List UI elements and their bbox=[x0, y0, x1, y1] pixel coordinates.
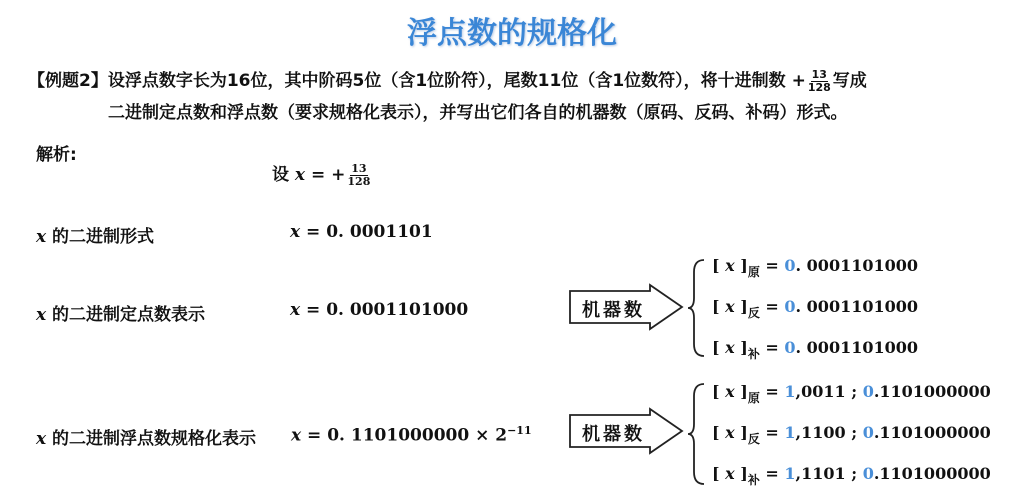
set-eq: = + bbox=[305, 165, 346, 185]
equals-sign: = bbox=[759, 423, 785, 442]
equals-sign: = bbox=[759, 464, 785, 483]
question-text-1b: 写成 bbox=[832, 71, 867, 91]
binary-label-var: x bbox=[36, 227, 47, 247]
question-tag: 【例题2】 bbox=[28, 71, 108, 91]
question-frac-den: 128 bbox=[807, 80, 831, 94]
question-fraction bbox=[808, 69, 831, 94]
brace-float bbox=[686, 382, 706, 486]
set-fraction bbox=[347, 163, 370, 188]
analysis-label: 解析: bbox=[36, 145, 77, 165]
bracket-close: ] bbox=[734, 382, 748, 401]
fixed-point-expression bbox=[290, 300, 468, 320]
binary-expr-var: x bbox=[290, 222, 301, 242]
code-type-label: 反 bbox=[747, 306, 760, 320]
bracket-var: x bbox=[725, 338, 735, 357]
float-exponent: −11 bbox=[507, 424, 532, 437]
float-label-var: x bbox=[36, 429, 47, 449]
question-frac-num: 13 bbox=[811, 67, 827, 81]
page-title: 浮点数的规格化 bbox=[407, 16, 617, 51]
fixed-label-text: 的二进制定点数表示 bbox=[46, 305, 206, 325]
bracket-open: [ bbox=[712, 297, 726, 316]
fixed-code-row bbox=[712, 338, 918, 362]
binary-expr-text: = 0. 0001101 bbox=[300, 222, 433, 242]
exponent-digits: ,1100 ; bbox=[795, 423, 863, 442]
equals-sign: = bbox=[759, 256, 785, 275]
bracket-close: ] bbox=[734, 464, 748, 483]
float-expression bbox=[291, 424, 532, 446]
float-expr-var: x bbox=[291, 425, 302, 446]
bracket-open: [ bbox=[712, 464, 726, 483]
question-line-2: 二进制定点数和浮点数（要求规格化表示），并写出它们各自的机器数（原码、反码、补码）形式。 bbox=[108, 103, 848, 123]
bracket-var: x bbox=[725, 256, 735, 275]
fixed-code-row bbox=[712, 256, 918, 280]
set-frac-den: 128 bbox=[347, 175, 371, 188]
fixed-label-var: x bbox=[36, 305, 47, 325]
code-digits: . 0001101000 bbox=[795, 297, 918, 316]
float-label bbox=[36, 424, 256, 449]
bracket-var: x bbox=[725, 464, 735, 483]
bracket-var: x bbox=[725, 297, 735, 316]
code-digits: . 0001101000 bbox=[795, 338, 918, 357]
code-type-label: 补 bbox=[747, 473, 760, 487]
sign-bit: 0 bbox=[784, 338, 796, 357]
brace-fixed bbox=[686, 258, 706, 358]
code-type-label: 原 bbox=[747, 391, 760, 405]
exponent-digits: ,0011 ; bbox=[795, 382, 863, 401]
bracket-var: x bbox=[725, 382, 735, 401]
set-prefix: 设 bbox=[272, 165, 289, 185]
bracket-open: [ bbox=[712, 382, 726, 401]
exponent-sign-bit: 1 bbox=[784, 464, 796, 483]
float-label-text: 的二进制浮点数规格化表示 bbox=[46, 429, 257, 449]
bracket-open: [ bbox=[712, 256, 726, 275]
mantissa-digits: .1101000000 bbox=[873, 423, 991, 442]
code-type-label: 原 bbox=[747, 265, 760, 279]
set-x-expression bbox=[272, 160, 372, 188]
exponent-sign-bit: 1 bbox=[784, 382, 796, 401]
bracket-close: ] bbox=[734, 256, 748, 275]
set-var: x bbox=[294, 165, 306, 185]
mantissa-sign-bit: 0 bbox=[862, 464, 874, 483]
float-code-row bbox=[712, 464, 991, 488]
binary-label-text: 的二进制形式 bbox=[46, 227, 155, 247]
float-code-row bbox=[712, 382, 991, 406]
fixed-expr-text: = 0. 0001101000 bbox=[300, 300, 469, 320]
mantissa-sign-bit: 0 bbox=[862, 423, 874, 442]
equals-sign: = bbox=[759, 297, 785, 316]
bracket-close: ] bbox=[734, 338, 748, 357]
question-line-1 bbox=[28, 66, 867, 94]
question-plus: + bbox=[791, 71, 806, 91]
fixed-point-label bbox=[36, 300, 205, 325]
bracket-var: x bbox=[725, 423, 735, 442]
code-type-label: 反 bbox=[747, 432, 760, 446]
mantissa-digits: .1101000000 bbox=[873, 382, 991, 401]
sign-bit: 0 bbox=[784, 297, 796, 316]
binary-form-label bbox=[36, 222, 154, 247]
exponent-digits: ,1101 ; bbox=[795, 464, 863, 483]
mantissa-sign-bit: 0 bbox=[862, 382, 874, 401]
bracket-close: ] bbox=[734, 297, 748, 316]
binary-form-expression bbox=[290, 222, 433, 242]
mantissa-digits: .1101000000 bbox=[873, 464, 991, 483]
fixed-code-row bbox=[712, 297, 918, 321]
bracket-open: [ bbox=[712, 423, 726, 442]
machine-number-label-float: 机器数 bbox=[582, 424, 645, 445]
equals-sign: = bbox=[759, 382, 785, 401]
equals-sign: = bbox=[759, 338, 785, 357]
code-type-label: 补 bbox=[747, 347, 760, 361]
machine-number-label-fixed: 机器数 bbox=[582, 300, 645, 321]
exponent-sign-bit: 1 bbox=[784, 423, 796, 442]
code-digits: . 0001101000 bbox=[795, 256, 918, 275]
float-expr-text: = 0. 1101000000 × 2 bbox=[301, 425, 508, 446]
fixed-expr-var: x bbox=[290, 300, 301, 320]
bracket-close: ] bbox=[734, 423, 748, 442]
set-frac-num: 13 bbox=[351, 162, 367, 175]
float-code-row bbox=[712, 423, 991, 447]
sign-bit: 0 bbox=[784, 256, 796, 275]
bracket-open: [ bbox=[712, 338, 726, 357]
question-text-1: 设浮点数字长为16位，其中阶码5位（含1位阶符），尾数11位（含1位数符），将十进制数 bbox=[107, 71, 786, 91]
